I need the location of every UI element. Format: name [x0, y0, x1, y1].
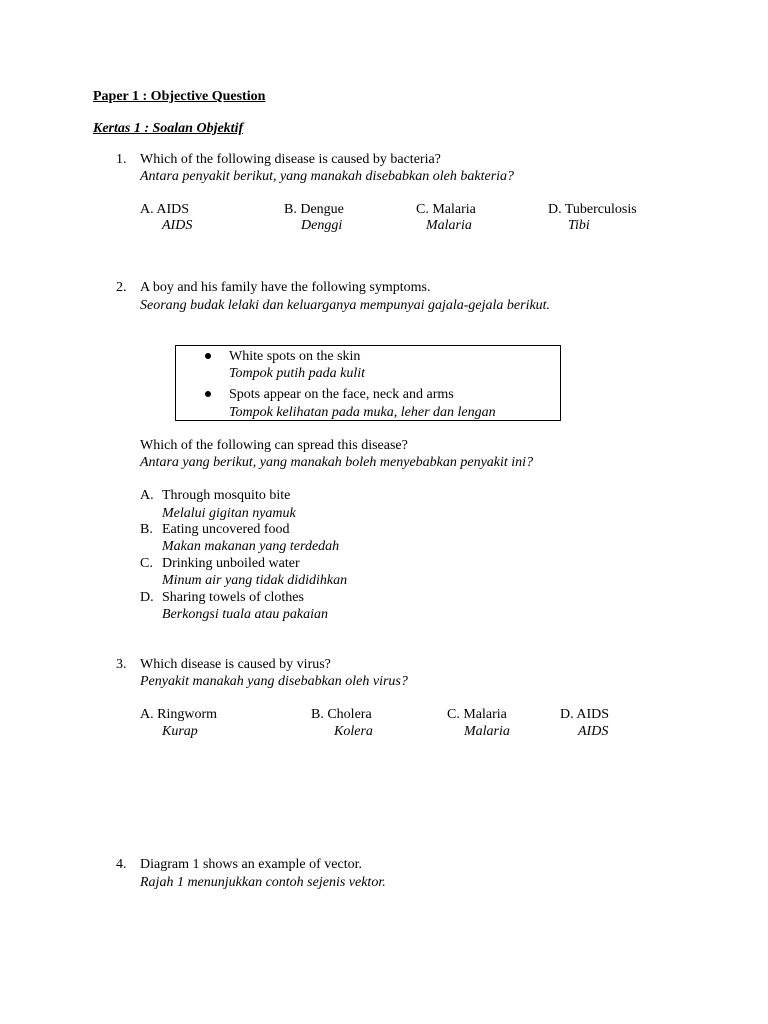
q2-option-d: Sharing towels of clothes [162, 590, 304, 605]
q1-option-a: A. AIDS [140, 202, 190, 217]
q3-option-a-malay: Kurap [162, 724, 198, 739]
q3-option-d-malay: AIDS [578, 724, 609, 739]
q1-option-b: B. Dengue [284, 202, 344, 217]
q4-text-malay: Rajah 1 menunjukkan contoh sejenis vektor. [140, 875, 386, 890]
q3-option-b-malay: Kolera [334, 724, 373, 739]
bullet-icon [205, 353, 211, 359]
q2-option-d-letter: D. [140, 590, 154, 605]
q3-option-a: A. Ringworm [140, 707, 217, 722]
q3-text-malay: Penyakit manakah yang disebabkan oleh virus? [140, 674, 408, 689]
symptom-2: Spots appear on the face, neck and arms [229, 387, 454, 402]
q2-question: Which of the following can spread this disease? [140, 438, 408, 453]
paper-title-malay: Kertas 1 : Soalan Objektif [93, 121, 244, 136]
q2-option-a-letter: A. [140, 488, 154, 503]
paper-title: Paper 1 : Objective Question [93, 89, 266, 104]
q1-option-a-malay: AIDS [162, 218, 193, 233]
q4-text: Diagram 1 shows an example of vector. [140, 857, 362, 872]
q2-option-c-letter: C. [140, 556, 153, 571]
q2-option-d-malay: Berkongsi tuala atau pakaian [162, 607, 329, 622]
q2-option-b-malay: Makan makanan yang terdedah [162, 539, 340, 554]
q2-option-b-letter: B. [140, 522, 153, 537]
q3-number: 3. [116, 657, 127, 672]
q1-option-d: D. Tuberculosis [548, 202, 637, 217]
bullet-icon [205, 391, 211, 397]
q3-option-b: B. Cholera [311, 707, 372, 722]
q2-question-malay: Antara yang berikut, yang manakah boleh menyebabkan penyakit ini? [140, 455, 534, 470]
symptom-2-malay: Tompok kelihatan pada muka, leher dan lengan [229, 405, 496, 420]
symptom-1-malay: Tompok putih pada kulit [229, 366, 365, 381]
q1-option-c-malay: Malaria [426, 218, 472, 233]
q1-option-c: C. Malaria [416, 202, 476, 217]
symptom-1: White spots on the skin [229, 349, 361, 364]
q2-option-a-malay: Melalui gigitan nyamuk [162, 506, 296, 521]
q4-number: 4. [116, 857, 127, 872]
q2-option-c-malay: Minum air yang tidak dididihkan [162, 573, 348, 588]
q1-option-d-malay: Tibi [568, 218, 590, 233]
q1-text: Which of the following disease is caused by bacteria? [140, 152, 441, 167]
q3-option-c-malay: Malaria [464, 724, 510, 739]
q2-text: A boy and his family have the following symptoms. [140, 280, 431, 295]
q2-text-malay: Seorang budak lelaki dan keluarganya mempunyai gajala-gejala berikut. [140, 298, 551, 313]
q2-option-c: Drinking unboiled water [162, 556, 300, 571]
q1-text-malay: Antara penyakit berikut, yang manakah disebabkan oleh bakteria? [140, 169, 515, 184]
q2-option-a: Through mosquito bite [162, 488, 291, 503]
q2-number: 2. [116, 280, 127, 295]
q3-text: Which disease is caused by virus? [140, 657, 331, 672]
q3-option-d: D. AIDS [560, 707, 610, 722]
q1-number: 1. [116, 152, 127, 167]
q3-option-c: C. Malaria [447, 707, 507, 722]
q1-option-b-malay: Denggi [301, 218, 343, 233]
q2-option-b: Eating uncovered food [162, 522, 290, 537]
